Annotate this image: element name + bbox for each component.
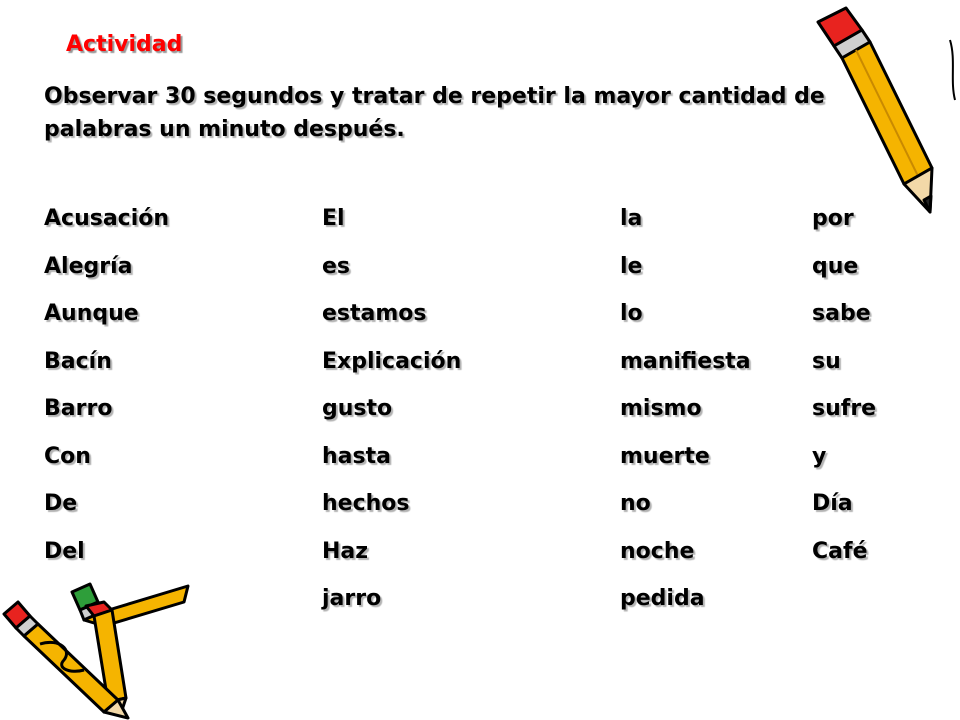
word-col1-item: De (44, 491, 78, 516)
word-col1-item: Del (44, 538, 85, 564)
word-col3-item: mismo (620, 396, 702, 421)
word-col3-item: muerte (620, 443, 710, 469)
word-col4-item: sufre (812, 396, 877, 421)
word-col3-item: manifiesta (620, 348, 751, 374)
word-col1-item: Con (44, 443, 91, 469)
word-col1-item: Alegría (44, 253, 133, 279)
word-col3-item: no (620, 491, 651, 516)
word-col2-item: es (322, 253, 351, 279)
word-col2-item: gusto (322, 396, 393, 421)
word-col1-item: Barro (44, 396, 113, 421)
pencil-clipart-top-right (800, 0, 960, 230)
word-col2-item: jarro (322, 586, 382, 611)
word-col3-item: noche (620, 538, 695, 564)
word-col4-item: por (812, 206, 854, 231)
word-col1-item: Bacín (44, 348, 112, 374)
word-col2-item: Explicación (322, 348, 462, 374)
word-col2-item: hechos (322, 491, 410, 516)
pencils-clipart-bottom-left (0, 580, 200, 720)
word-col2-item: hasta (322, 443, 391, 469)
word-col4-item: sabe (812, 301, 871, 326)
word-col1-item: Aunque (44, 301, 139, 326)
word-col3-item: pedida (620, 586, 705, 611)
slide-title: Actividad (66, 32, 183, 57)
activity-instructions: Observar 30 segundos y tratar de repetir la mayor cantidad de palabras un minuto después. (44, 84, 825, 142)
word-col3-item: le (620, 253, 643, 279)
word-col2-item: Haz (322, 538, 369, 564)
word-col4-item: y (812, 443, 827, 469)
word-col4-item: su (812, 348, 841, 374)
word-col4-item: que (812, 253, 859, 279)
word-col3-item: la (620, 206, 643, 231)
word-col1-item: Acusación (44, 206, 170, 231)
word-col3-item: lo (620, 301, 643, 326)
word-col4-item: Café (812, 538, 868, 564)
word-col2-item: El (322, 206, 345, 231)
word-col2-item: estamos (322, 301, 427, 326)
word-col4-item: Día (812, 491, 853, 516)
